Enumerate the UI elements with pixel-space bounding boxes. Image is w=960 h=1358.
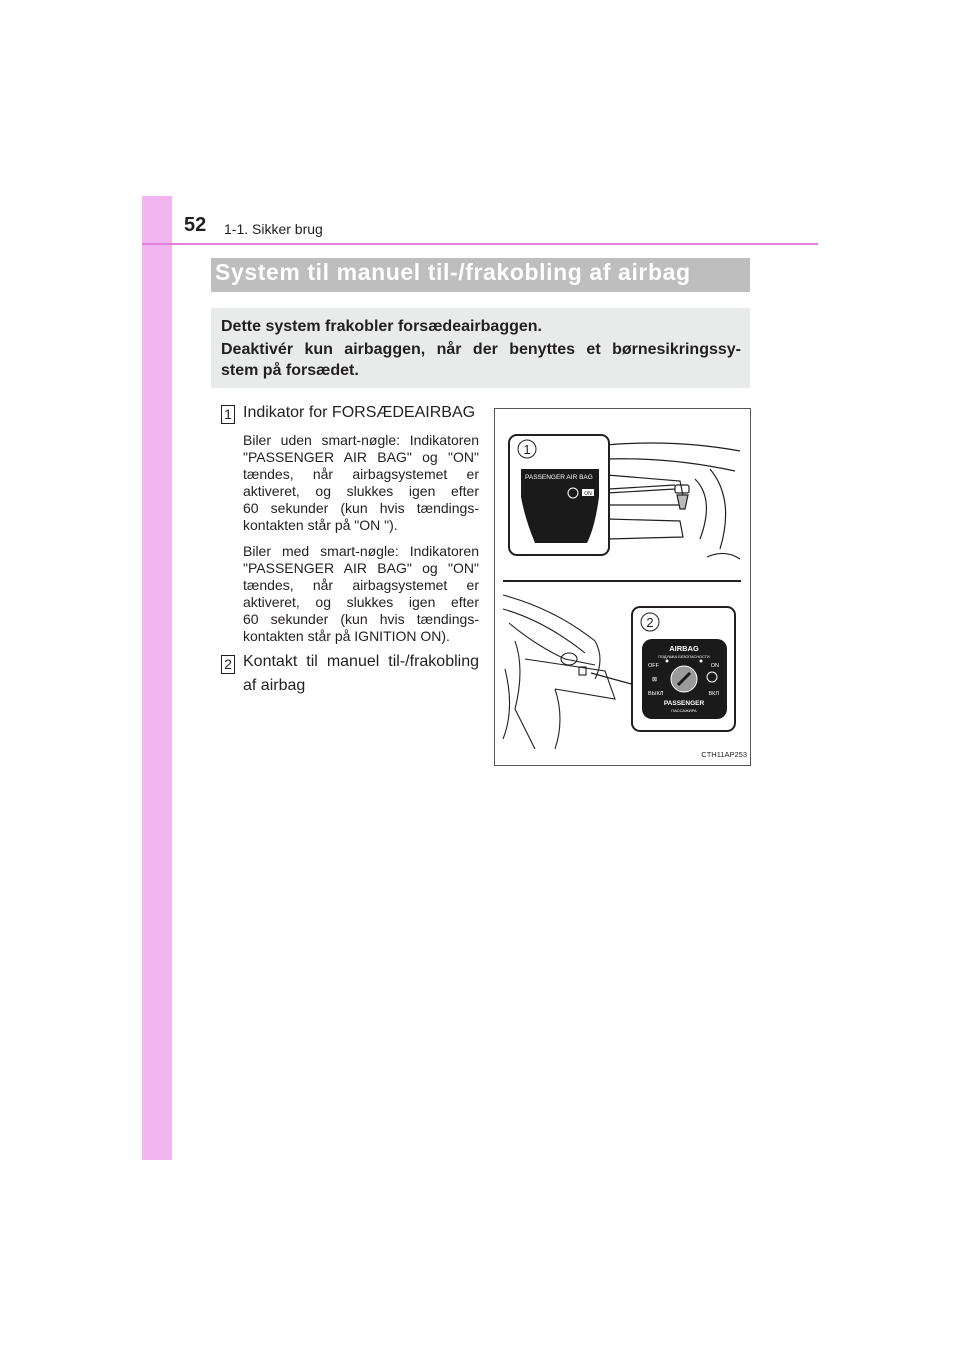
item-marker-2: 2 (221, 655, 235, 674)
intro-line-2: Deaktivér kun airbaggen, når der benyttes et børnesikringssy- (221, 341, 741, 358)
item-1-para1-line: aktiveret, og slukkes igen efter (243, 483, 479, 499)
item-1-para1-line: kontakten står på "ON "). (243, 517, 398, 533)
header-divider (142, 243, 818, 245)
item-1-para2-line: kontakten står på IGNITION ON). (243, 628, 450, 644)
item-1-para1-line: 60 sekunder (kun hvis tændings- (243, 500, 479, 516)
item-marker-1: 1 (221, 405, 235, 424)
indicator-on-text: ON (584, 491, 592, 497)
item-1-para2-line: Biler med smart-nøgle: Indikatoren (243, 543, 479, 559)
intro-line-3: stem på forsædet. (221, 362, 359, 379)
item-1-para2-line: tændes, når airbagsystemet er (243, 577, 479, 593)
item-1-para2-line: aktiveret, og slukkes igen efter (243, 594, 479, 610)
switch-on-label: ON (710, 663, 719, 669)
switch-title-ru: ПОДУШКА БЕЗОПАСНОСТИ (658, 655, 710, 659)
off-position-dot (666, 660, 669, 663)
switch-on-label-ru: ВКЛ (708, 691, 719, 697)
callout-number-2: 2 (646, 615, 654, 630)
item-1-para1-line: tændes, når airbagsystemet er (243, 466, 479, 482)
switch-passenger-label-ru: ПАССАЖИРА (671, 708, 697, 713)
page-number: 52 (184, 214, 207, 236)
item-1-para1-line: Biler uden smart-nøgle: Indikatoren (243, 432, 479, 448)
airbag-figure (494, 408, 751, 766)
item-1-para1-line: "PASSENGER AIR BAG" og "ON" (243, 449, 479, 465)
item-1-para2-line: "PASSENGER AIR BAG" og "ON" (243, 560, 479, 576)
section-reference: 1-1. Sikker brug (224, 221, 323, 237)
switch-passenger-label: PASSENGER (663, 700, 705, 707)
item-1-para2-line: 60 sekunder (kun hvis tændings- (243, 611, 479, 627)
switch-off-label: OFF (648, 663, 659, 669)
item-2-title-line-1: Kontakt til manuel til-/frakobling (243, 653, 479, 670)
airbag-illustration (495, 409, 750, 765)
dashboard-sketch-top (605, 443, 740, 559)
item-1-title: Indikator for FORSÆDEAIRBAG (243, 404, 476, 421)
section-title: System til manuel til-/frakobling af airbag (215, 259, 691, 285)
item-2-title-line-2: af airbag (243, 677, 306, 694)
on-position-dot (700, 660, 703, 663)
intro-line-1: Dette system frakobler forsædeairbaggen. (221, 318, 542, 335)
indicator-label: PASSENGER AIR BAG (525, 474, 593, 481)
switch-off-label-ru: ВЫКЛ (648, 691, 664, 697)
chapter-sidebar-tab (142, 196, 172, 1160)
switch-title: AIRBAG (669, 644, 699, 653)
callout-number-1: 1 (523, 442, 531, 457)
figure-code: CTH11AP253 (701, 750, 747, 759)
airbag-off-icon: ⊠ (652, 677, 658, 683)
dashboard-sketch-bottom (503, 595, 615, 749)
